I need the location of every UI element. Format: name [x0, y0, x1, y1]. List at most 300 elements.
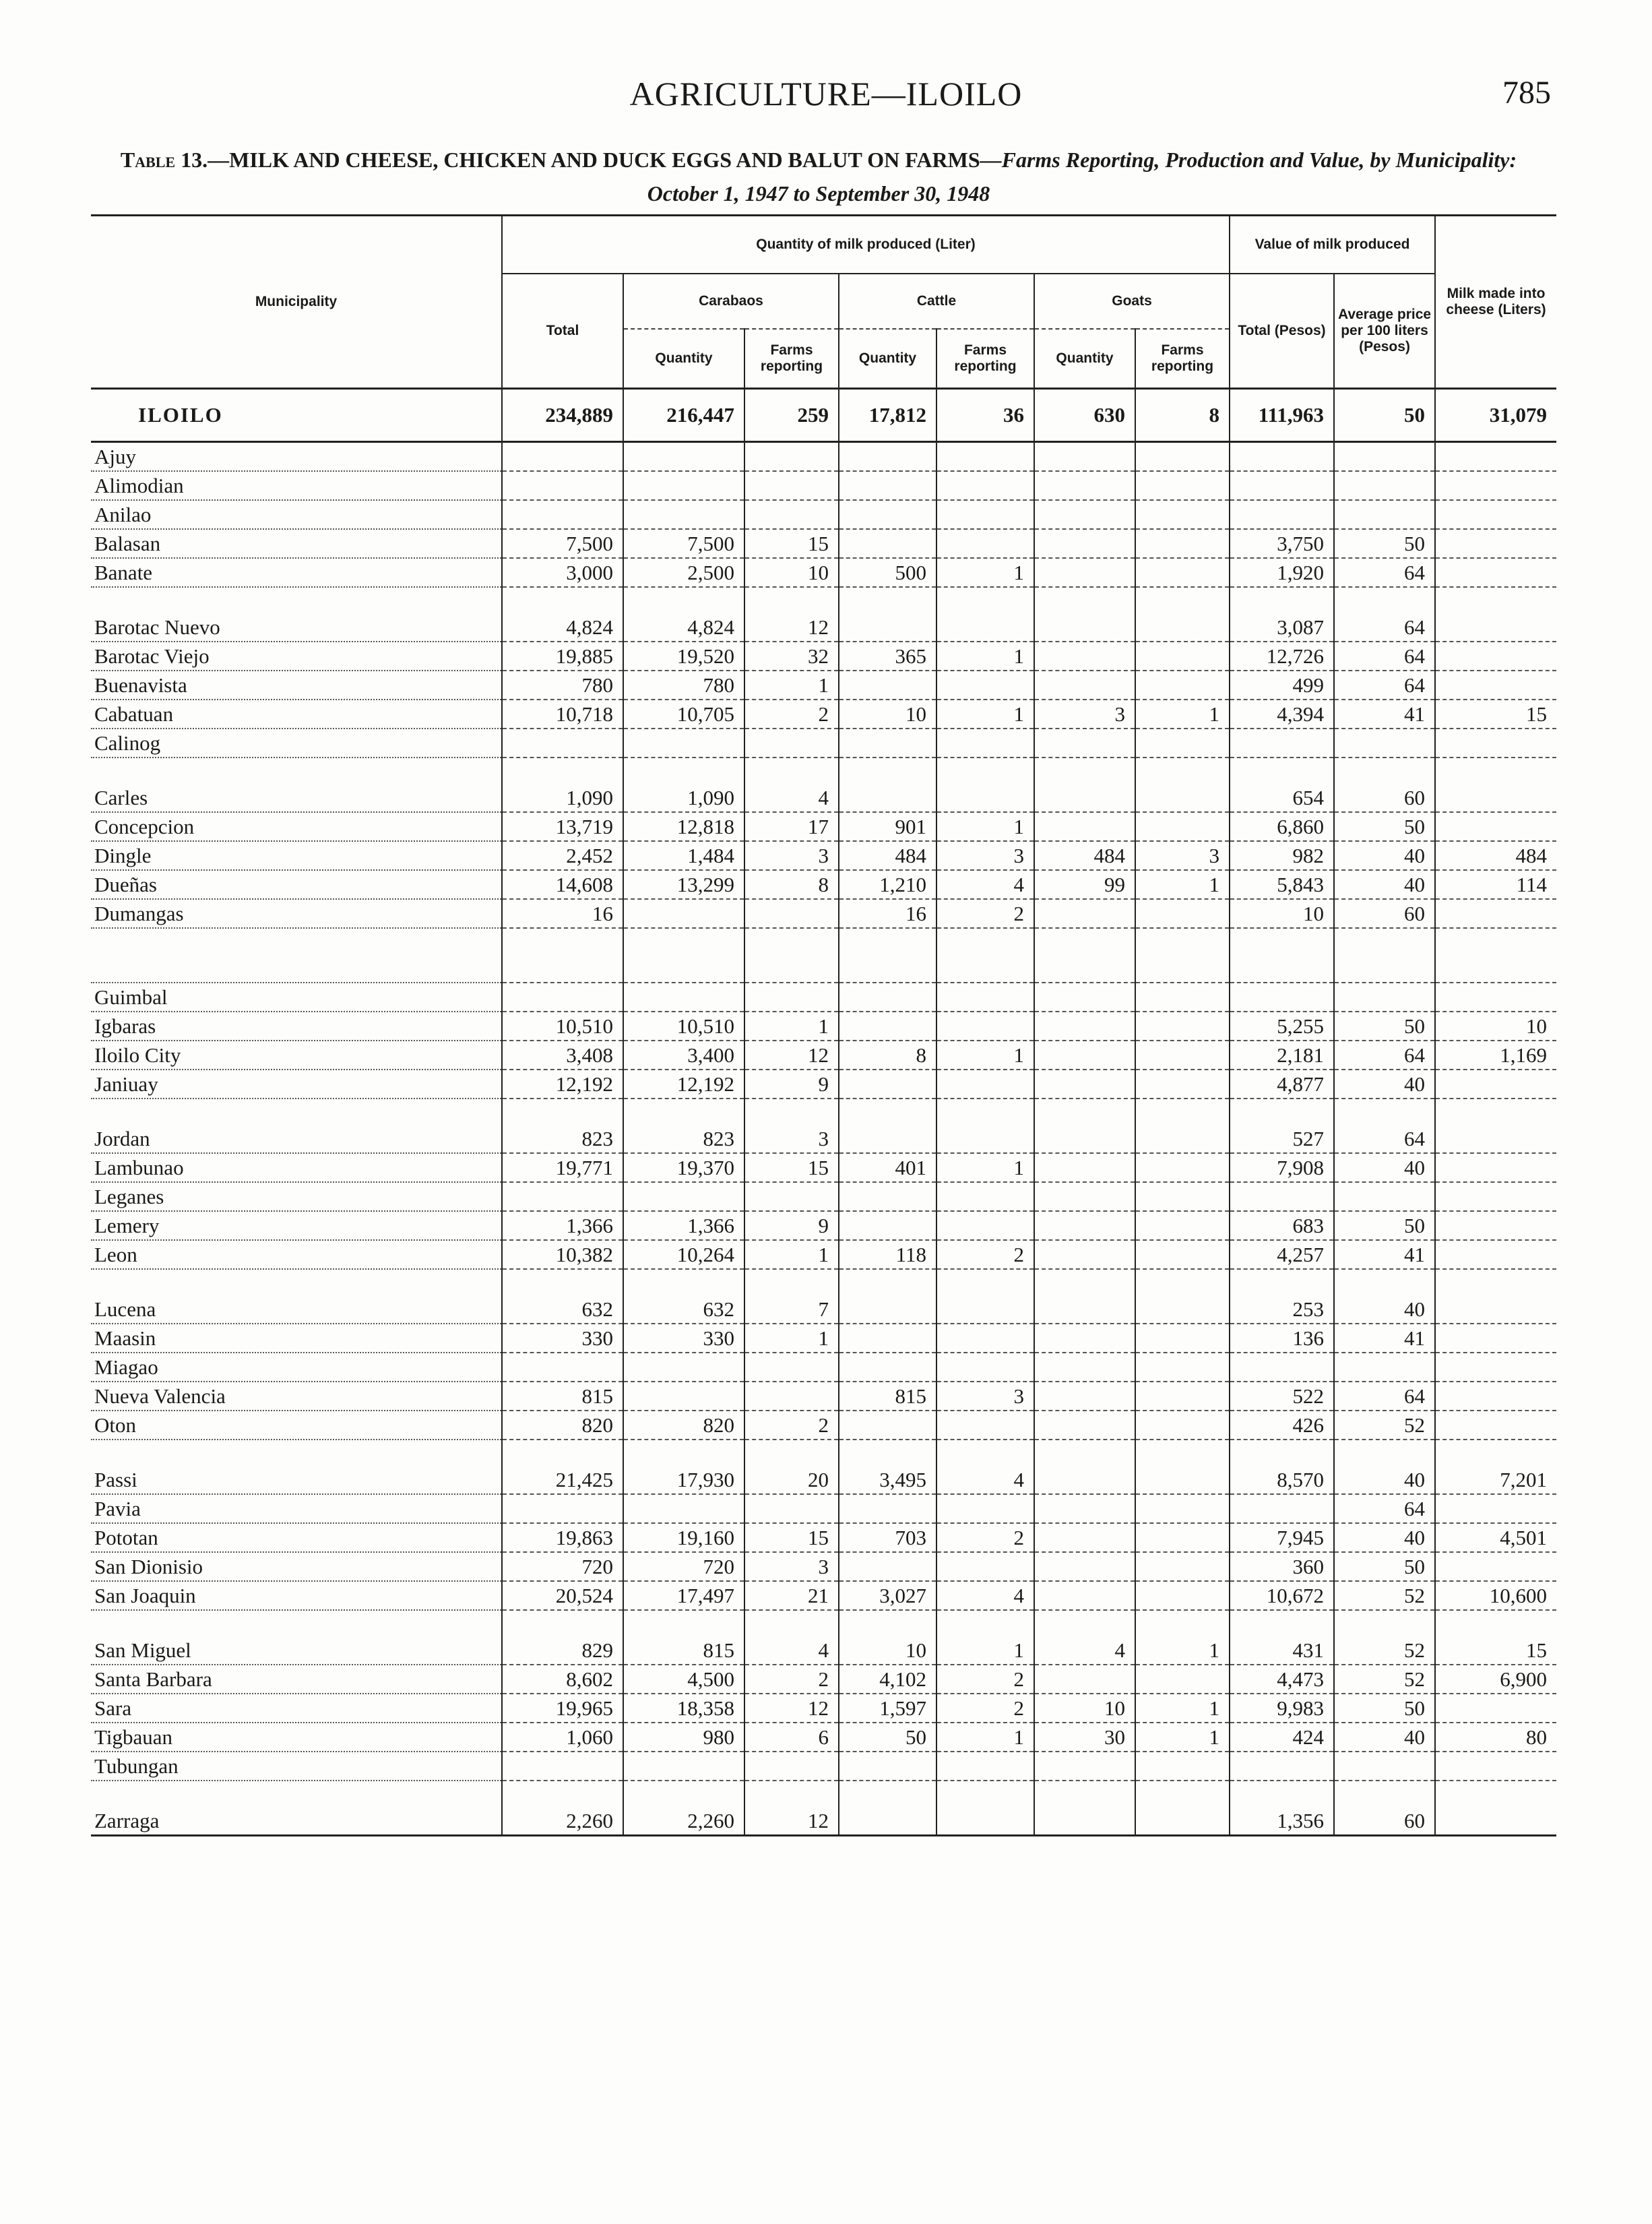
spacer-cell: [91, 1099, 502, 1125]
table-cell: [1034, 983, 1135, 1012]
table-cell: 18,358: [623, 1694, 744, 1723]
table-cell: [1034, 558, 1135, 587]
table-cell: [1034, 1752, 1135, 1781]
table-cell: [1135, 1240, 1230, 1269]
table-cell: [623, 729, 744, 758]
table-cell: 1,169: [1435, 1041, 1556, 1070]
table-cell: 1,484: [623, 841, 744, 870]
table-cell: 829: [502, 1636, 623, 1665]
table-row: [91, 1211, 1556, 1240]
table-cell: [1230, 442, 1334, 472]
spacer-cell: [623, 1099, 744, 1125]
table-cell: [1034, 1240, 1135, 1269]
table-cell: 1,060: [502, 1723, 623, 1752]
table-cell: [744, 1382, 839, 1411]
table-cell: [1435, 1240, 1556, 1269]
table-cell: 15: [1435, 700, 1556, 729]
table-cell: [1435, 1353, 1556, 1382]
table-cell: [1435, 529, 1556, 558]
spacer-cell: [1230, 1269, 1334, 1295]
table-cell: 1,356: [1230, 1807, 1334, 1836]
table-cell: 12,192: [502, 1070, 623, 1099]
table-cell: 10: [1034, 1694, 1135, 1723]
spacer-cell: [1034, 1610, 1135, 1636]
table-cell: 21: [744, 1581, 839, 1610]
table-cell: 4: [1034, 1636, 1135, 1665]
table-cell: [936, 471, 1034, 500]
table-cell: [1435, 471, 1556, 500]
table-cell: [1135, 671, 1230, 700]
table-cell: [1135, 983, 1230, 1012]
table-cell: 60: [1334, 899, 1435, 928]
table-row: [91, 671, 1556, 700]
spacer-cell: [1334, 1781, 1435, 1807]
table-cell: [1334, 983, 1435, 1012]
spacer-cell: [1034, 1781, 1135, 1807]
total-cell: 8: [1135, 389, 1230, 442]
table-cell: 40: [1334, 1466, 1435, 1494]
municipality-name: Barotac Nuevo: [91, 613, 502, 642]
spacer-cell: [744, 1269, 839, 1295]
table-cell: [839, 1070, 936, 1099]
spacer-cell: [1135, 587, 1230, 613]
table-cell: 10: [839, 700, 936, 729]
table-cell: 12: [744, 1694, 839, 1723]
municipality-name: San Miguel: [91, 1636, 502, 1665]
header-carabaos-farms: Farms reporting: [744, 329, 839, 389]
table-cell: 7: [744, 1295, 839, 1324]
table-cell: 50: [1334, 1012, 1435, 1041]
spacer-cell: [91, 1440, 502, 1466]
table-cell: 9: [744, 1211, 839, 1240]
table-cell: 720: [502, 1552, 623, 1581]
table-cell: 60: [1334, 1807, 1435, 1836]
spacer-cell: [623, 1610, 744, 1636]
header-quantity-group: Quantity of milk produced (Liter): [502, 216, 1230, 274]
spacer-cell: [839, 1440, 936, 1466]
table-cell: 3: [744, 1552, 839, 1581]
table-cell: 41: [1334, 1324, 1435, 1353]
table-caption: [88, 143, 1550, 210]
spacer-cell: [1435, 928, 1556, 954]
municipality-name: Dumangas: [91, 899, 502, 928]
table-cell: [1034, 1182, 1135, 1211]
table-cell: 1: [1135, 700, 1230, 729]
table-cell: 823: [623, 1125, 744, 1153]
table-cell: [1435, 1153, 1556, 1182]
table-row: [91, 1581, 1556, 1610]
table-cell: [839, 983, 936, 1012]
total-cell: 50: [1334, 389, 1435, 442]
spacer-cell: [1135, 758, 1230, 784]
table-cell: [502, 500, 623, 529]
spacer-cell: [91, 1610, 502, 1636]
table-row: [91, 1411, 1556, 1440]
spacer-cell: [1435, 1440, 1556, 1466]
table-cell: 1: [936, 558, 1034, 587]
table-cell: 4: [936, 1466, 1034, 1494]
table-cell: [1435, 1494, 1556, 1523]
municipality-name: Anilao: [91, 500, 502, 529]
table-cell: [1135, 1807, 1230, 1836]
table-cell: [1334, 729, 1435, 758]
table-cell: 19,885: [502, 642, 623, 671]
spacer-cell: [623, 1440, 744, 1466]
header-value-group: Value of milk produced: [1230, 216, 1435, 274]
table-cell: [1435, 1552, 1556, 1581]
table-cell: 1: [936, 1153, 1034, 1182]
table-cell: [1230, 471, 1334, 500]
table-cell: [1230, 954, 1334, 983]
table-cell: 10,510: [623, 1012, 744, 1041]
table-cell: 1: [1135, 1723, 1230, 1752]
table-cell: [1034, 784, 1135, 812]
table-row: [91, 1665, 1556, 1694]
table-row: [91, 1353, 1556, 1382]
table-cell: 15: [1435, 1636, 1556, 1665]
table-cell: [1135, 1466, 1230, 1494]
spacer-cell: [744, 1610, 839, 1636]
spacer-cell: [502, 1781, 623, 1807]
table-cell: 5,255: [1230, 1012, 1334, 1041]
table-cell: [839, 671, 936, 700]
table-cell: 1: [744, 1012, 839, 1041]
table-cell: 15: [744, 1523, 839, 1552]
municipality-name: Lucena: [91, 1295, 502, 1324]
table-row: [91, 1807, 1556, 1836]
table-cell: 815: [623, 1636, 744, 1665]
header-cattle-quantity: Quantity: [839, 329, 936, 389]
table-cell: 820: [502, 1411, 623, 1440]
table-cell: 10,718: [502, 700, 623, 729]
table-cell: [936, 1353, 1034, 1382]
spacer-cell: [839, 587, 936, 613]
table-row: [91, 1182, 1556, 1211]
table-cell: 1: [936, 1041, 1034, 1070]
table-row: [91, 1012, 1556, 1041]
table-cell: [839, 442, 936, 472]
table-cell: 426: [1230, 1411, 1334, 1440]
municipality-name: Iloilo City: [91, 1041, 502, 1070]
total-cell: 630: [1034, 389, 1135, 442]
table-cell: [1334, 954, 1435, 983]
table-cell: [502, 954, 623, 983]
table-cell: 4,473: [1230, 1665, 1334, 1694]
spacer-row: [91, 587, 1556, 613]
table-cell: 30: [1034, 1723, 1135, 1752]
table-cell: [936, 1411, 1034, 1440]
table-cell: [744, 1494, 839, 1523]
municipality-name: Sara: [91, 1694, 502, 1723]
table-row: [91, 471, 1556, 500]
table-cell: [1435, 671, 1556, 700]
table-cell: [936, 1125, 1034, 1153]
table-cell: [1135, 1012, 1230, 1041]
table-cell: [1034, 1807, 1135, 1836]
table-cell: [1034, 442, 1135, 472]
table-cell: 780: [623, 671, 744, 700]
table-cell: 64: [1334, 558, 1435, 587]
table-cell: 703: [839, 1523, 936, 1552]
spacer-cell: [91, 928, 502, 954]
table-cell: [502, 729, 623, 758]
spacer-cell: [623, 758, 744, 784]
table-cell: 7,908: [1230, 1153, 1334, 1182]
table-cell: 2,181: [1230, 1041, 1334, 1070]
table-cell: [1034, 1211, 1135, 1240]
table-cell: [1034, 1041, 1135, 1070]
table-cell: 64: [1334, 671, 1435, 700]
table-cell: [1034, 1382, 1135, 1411]
table-cell: [502, 1752, 623, 1781]
table-row: [91, 1694, 1556, 1723]
table-cell: 50: [1334, 1694, 1435, 1723]
table-cell: [1435, 729, 1556, 758]
table-cell: 4: [744, 1636, 839, 1665]
spacer-row: [91, 1099, 1556, 1125]
table-cell: 3: [936, 1382, 1034, 1411]
table-cell: 19,520: [623, 642, 744, 671]
table-cell: 15: [744, 1153, 839, 1182]
table-cell: 52: [1334, 1665, 1435, 1694]
header-municipality: Municipality: [91, 216, 502, 389]
spacer-cell: [1230, 1610, 1334, 1636]
table-cell: 780: [502, 671, 623, 700]
table-cell: [1135, 558, 1230, 587]
spacer-cell: [1135, 1440, 1230, 1466]
table-cell: 4: [936, 870, 1034, 899]
municipality-name: [91, 954, 502, 983]
spacer-cell: [744, 1099, 839, 1125]
table-cell: 3: [744, 841, 839, 870]
table-cell: [1230, 1494, 1334, 1523]
header-cattle-farms: Farms reporting: [936, 329, 1034, 389]
table-cell: [839, 954, 936, 983]
spacer-cell: [623, 1269, 744, 1295]
table-row: [91, 899, 1556, 928]
spacer-cell: [1135, 1269, 1230, 1295]
table-cell: [839, 1494, 936, 1523]
spacer-cell: [502, 1099, 623, 1125]
table-cell: 982: [1230, 841, 1334, 870]
table-row: [91, 613, 1556, 642]
table-cell: [1034, 954, 1135, 983]
spacer-cell: [502, 1610, 623, 1636]
table-row: [91, 1752, 1556, 1781]
table-cell: 499: [1230, 671, 1334, 700]
table-cell: 41: [1334, 700, 1435, 729]
spacer-cell: [1034, 587, 1135, 613]
header-goats-quantity: Quantity: [1034, 329, 1135, 389]
table-cell: [1135, 442, 1230, 472]
table-row: [91, 1723, 1556, 1752]
spacer-cell: [1334, 928, 1435, 954]
municipality-name: Igbaras: [91, 1012, 502, 1041]
table-cell: [623, 471, 744, 500]
spacer-row: [91, 928, 1556, 954]
table-cell: 3,408: [502, 1041, 623, 1070]
table-cell: [1135, 1153, 1230, 1182]
total-cell: 36: [936, 389, 1034, 442]
table-cell: [623, 899, 744, 928]
table-cell: [1135, 1070, 1230, 1099]
spacer-cell: [1334, 1099, 1435, 1125]
caption-label: Table 13.: [120, 148, 208, 172]
spacer-cell: [623, 1781, 744, 1807]
table-cell: 2: [744, 700, 839, 729]
data-table: [91, 214, 1556, 1836]
table-cell: 330: [623, 1324, 744, 1353]
table-cell: 12: [744, 1041, 839, 1070]
table-row: [91, 1523, 1556, 1552]
table-cell: 64: [1334, 1494, 1435, 1523]
municipality-name: Lemery: [91, 1211, 502, 1240]
table-row: [91, 1552, 1556, 1581]
table-cell: [1135, 642, 1230, 671]
table-cell: [744, 983, 839, 1012]
table-cell: [1230, 729, 1334, 758]
spacer-cell: [1230, 587, 1334, 613]
spacer-cell: [1135, 1099, 1230, 1125]
table-cell: [1034, 1494, 1135, 1523]
table-cell: [936, 1807, 1034, 1836]
table-cell: [936, 1494, 1034, 1523]
table-cell: 10,672: [1230, 1581, 1334, 1610]
table-cell: [744, 500, 839, 529]
spacer-cell: [1034, 1440, 1135, 1466]
table-cell: 1,090: [623, 784, 744, 812]
table-cell: [839, 613, 936, 642]
spacer-cell: [936, 1440, 1034, 1466]
spacer-row: [91, 1269, 1556, 1295]
table-cell: [1334, 1182, 1435, 1211]
spacer-cell: [502, 1269, 623, 1295]
table-cell: [1034, 1125, 1135, 1153]
page-title: AGRICULTURE—ILOILO: [629, 75, 1023, 113]
table-row: [91, 1041, 1556, 1070]
table-cell: [839, 1012, 936, 1041]
spacer-cell: [936, 928, 1034, 954]
spacer-row: [91, 1440, 1556, 1466]
municipality-name: Buenavista: [91, 671, 502, 700]
table-cell: [1034, 1581, 1135, 1610]
table-body: [91, 389, 1556, 1836]
table-cell: [1135, 500, 1230, 529]
table-cell: 136: [1230, 1324, 1334, 1353]
table-cell: [936, 613, 1034, 642]
municipality-name: Miagao: [91, 1353, 502, 1382]
spacer-cell: [1230, 1440, 1334, 1466]
table-cell: [1034, 1466, 1135, 1494]
table-row: [91, 983, 1556, 1012]
table-row: [91, 729, 1556, 758]
table-cell: 2: [936, 1240, 1034, 1269]
table-cell: 10,264: [623, 1240, 744, 1269]
table-cell: 21,425: [502, 1466, 623, 1494]
table-cell: [1435, 442, 1556, 472]
spacer-cell: [1135, 928, 1230, 954]
spacer-cell: [91, 1781, 502, 1807]
table-cell: [744, 1182, 839, 1211]
table-cell: [1135, 1041, 1230, 1070]
table-row: [91, 812, 1556, 841]
municipality-name: Lambunao: [91, 1153, 502, 1182]
spacer-cell: [1435, 1269, 1556, 1295]
table-cell: [936, 954, 1034, 983]
table-cell: 360: [1230, 1552, 1334, 1581]
municipality-name: Pavia: [91, 1494, 502, 1523]
table-cell: 13,299: [623, 870, 744, 899]
table-cell: 1: [1135, 1636, 1230, 1665]
table-cell: 10: [744, 558, 839, 587]
table-cell: 4: [936, 1581, 1034, 1610]
municipality-name: Passi: [91, 1466, 502, 1494]
spacer-cell: [91, 758, 502, 784]
table-cell: [1034, 471, 1135, 500]
table-cell: [623, 500, 744, 529]
table-cell: [1230, 1752, 1334, 1781]
spacer-cell: [936, 758, 1034, 784]
table-cell: [1034, 642, 1135, 671]
caption-main: —MILK AND CHEESE, CHICKEN AND DUCK EGGS AND BALUT ON FARMS: [208, 148, 980, 172]
table-cell: 15: [744, 529, 839, 558]
table-row: [91, 529, 1556, 558]
table-cell: [502, 983, 623, 1012]
table-cell: 50: [1334, 1211, 1435, 1240]
table-cell: 40: [1334, 1295, 1435, 1324]
table-cell: [1435, 1694, 1556, 1723]
table-cell: [623, 1494, 744, 1523]
table-cell: [1435, 1211, 1556, 1240]
table-cell: 12: [744, 1807, 839, 1836]
table-cell: [839, 529, 936, 558]
table-cell: 50: [1334, 812, 1435, 841]
table-cell: [839, 1211, 936, 1240]
table-cell: 823: [502, 1125, 623, 1153]
table-cell: 7,945: [1230, 1523, 1334, 1552]
table-cell: 820: [623, 1411, 744, 1440]
table-cell: 1: [936, 1723, 1034, 1752]
spacer-row: [91, 1610, 1556, 1636]
municipality-name: Maasin: [91, 1324, 502, 1353]
table-cell: 632: [623, 1295, 744, 1324]
table-cell: [744, 899, 839, 928]
table-cell: 522: [1230, 1382, 1334, 1411]
table-cell: [502, 442, 623, 472]
table-cell: 64: [1334, 642, 1435, 671]
spacer-cell: [502, 587, 623, 613]
municipality-name: Concepcion: [91, 812, 502, 841]
table-cell: 64: [1334, 1382, 1435, 1411]
table-cell: [1135, 529, 1230, 558]
table-cell: 1: [744, 671, 839, 700]
spacer-cell: [744, 758, 839, 784]
header-goats-farms: Farms reporting: [1135, 329, 1230, 389]
table-cell: [1034, 500, 1135, 529]
spacer-cell: [839, 1099, 936, 1125]
table-cell: [1135, 1581, 1230, 1610]
table-cell: [1135, 1552, 1230, 1581]
spacer-cell: [1435, 758, 1556, 784]
table-cell: [1135, 954, 1230, 983]
table-cell: 1: [936, 1636, 1034, 1665]
table-row: [91, 954, 1556, 983]
table-cell: 64: [1334, 613, 1435, 642]
table-cell: [1135, 1295, 1230, 1324]
table-cell: [936, 671, 1034, 700]
table-cell: [839, 1125, 936, 1153]
municipality-name: Pototan: [91, 1523, 502, 1552]
